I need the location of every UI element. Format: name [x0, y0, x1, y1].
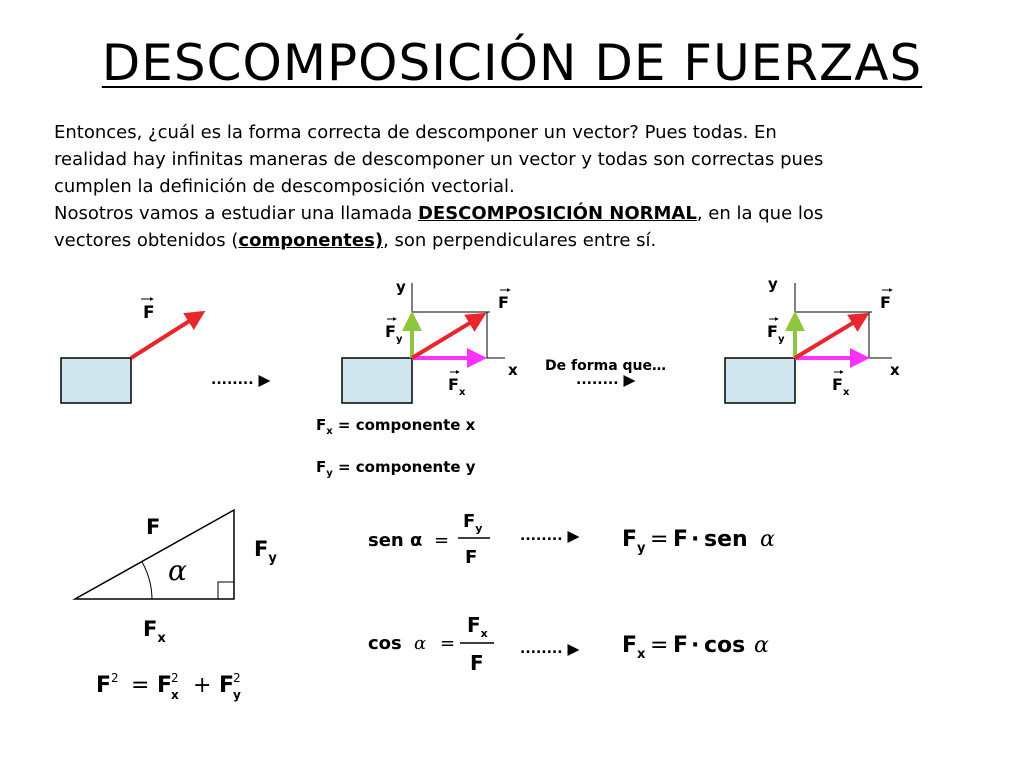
componentes-term: componentes) [238, 230, 384, 251]
fx-label: $F_x$ [832, 375, 850, 398]
right-triangle [75, 510, 277, 646]
alpha-symbol: α [414, 633, 427, 654]
axis-y-label: y [768, 275, 778, 293]
sen-word: sen [704, 527, 748, 552]
fx-exponent: 2 [171, 671, 179, 685]
intro-text: , son perpendiculares entre sí. [383, 230, 657, 251]
diagram-force-only [61, 299, 202, 403]
axis-y-label: y [396, 278, 406, 296]
fy-label: $F_y$ [385, 322, 403, 345]
axis-x-label: x [508, 361, 518, 379]
multiply-dot: · [691, 527, 700, 552]
f-denominator: F [470, 651, 484, 675]
force-label: F [498, 293, 509, 312]
block [725, 358, 795, 403]
fy-subscript: y [233, 688, 241, 702]
equals-sign: = [434, 530, 450, 551]
alpha-symbol: α [760, 527, 775, 552]
cos-word: cos [704, 633, 746, 658]
intro-line: realidad hay infinitas maneras de descomponer un vector y todas son correctas pues [54, 149, 824, 170]
force-vector [795, 315, 866, 358]
fy-exponent: 2 [233, 671, 241, 685]
axis-x-label: x [890, 361, 900, 379]
plus-sign: + [193, 673, 212, 698]
fy-label: $F_y$ [767, 322, 785, 345]
f-squared: $F^2$ [96, 671, 119, 698]
equals-sign: = [650, 527, 669, 552]
force-label: F [143, 303, 155, 323]
fx-squared: F [157, 673, 173, 698]
hypotenuse-label: F [146, 515, 161, 539]
intro-text: Nosotros vamos a estudiar una llamada [54, 203, 418, 224]
fy-result-f: F [673, 527, 689, 552]
cos-word: cos [368, 633, 402, 654]
dots-arrow-text: ........ [520, 641, 563, 657]
page-title-text: DESCOMPOSICIÓN DE FUERZAS [101, 34, 923, 92]
dots-arrow-text: ........ [211, 372, 254, 388]
dots-arrow-text: ........ [576, 372, 619, 388]
fy-squared: F [219, 673, 235, 698]
intro-text: vectores obtenidos ( [54, 230, 239, 251]
fx-numerator: $F_x$ [467, 613, 488, 640]
sine-formula [368, 511, 490, 568]
f-denominator: F [465, 547, 478, 568]
alpha-symbol: α [754, 633, 769, 658]
fx-side-label: $F_x$ [143, 617, 166, 646]
fx-subscript: x [171, 688, 179, 702]
fx-result-formula [622, 633, 769, 662]
intro-line: cumplen la definición de descomposición vectorial. [54, 176, 515, 197]
fy-result-formula [622, 527, 775, 556]
intro-text: , en la que los [696, 203, 824, 224]
fy-definition: $F_y$ = componente y [316, 458, 476, 479]
fx-label: $F_x$ [448, 375, 466, 398]
fx-result-lhs: $F_x$ [622, 633, 646, 662]
alpha-symbol: α [168, 554, 187, 587]
dots-arrow-text: ........ [520, 528, 563, 544]
fx-definition: $F_x$ = componente x [316, 416, 476, 437]
sen-alpha: sen α [368, 530, 423, 551]
right-angle-mark [218, 582, 234, 599]
pythagoras-formula [96, 671, 241, 702]
fy-result-lhs: $F_y$ [622, 527, 646, 556]
descomposicion-normal-term: DESCOMPOSICIÓN NORMAL [417, 203, 697, 224]
angle-arc [142, 562, 152, 599]
multiply-dot: · [691, 633, 700, 658]
equals-sign: = [650, 633, 669, 658]
equals-sign: = [440, 633, 456, 654]
diagram-decomposition-result [725, 275, 900, 403]
cosine-formula [368, 613, 494, 675]
fy-numerator: $F_y$ [463, 511, 483, 535]
force-vector [131, 313, 202, 358]
force-label: F [880, 293, 891, 312]
force-vector [412, 315, 483, 358]
de-forma-que-text: De forma que… [545, 358, 666, 374]
equals-sign: = [131, 673, 150, 698]
fx-result-f: F [673, 633, 689, 658]
fy-side-label: $F_y$ [254, 537, 277, 566]
block [342, 358, 412, 403]
diagram-decomposition [342, 278, 518, 403]
block [61, 358, 131, 403]
intro-line: Entonces, ¿cuál es la forma correcta de descomponer un vector? Pues todas. En [54, 122, 777, 143]
